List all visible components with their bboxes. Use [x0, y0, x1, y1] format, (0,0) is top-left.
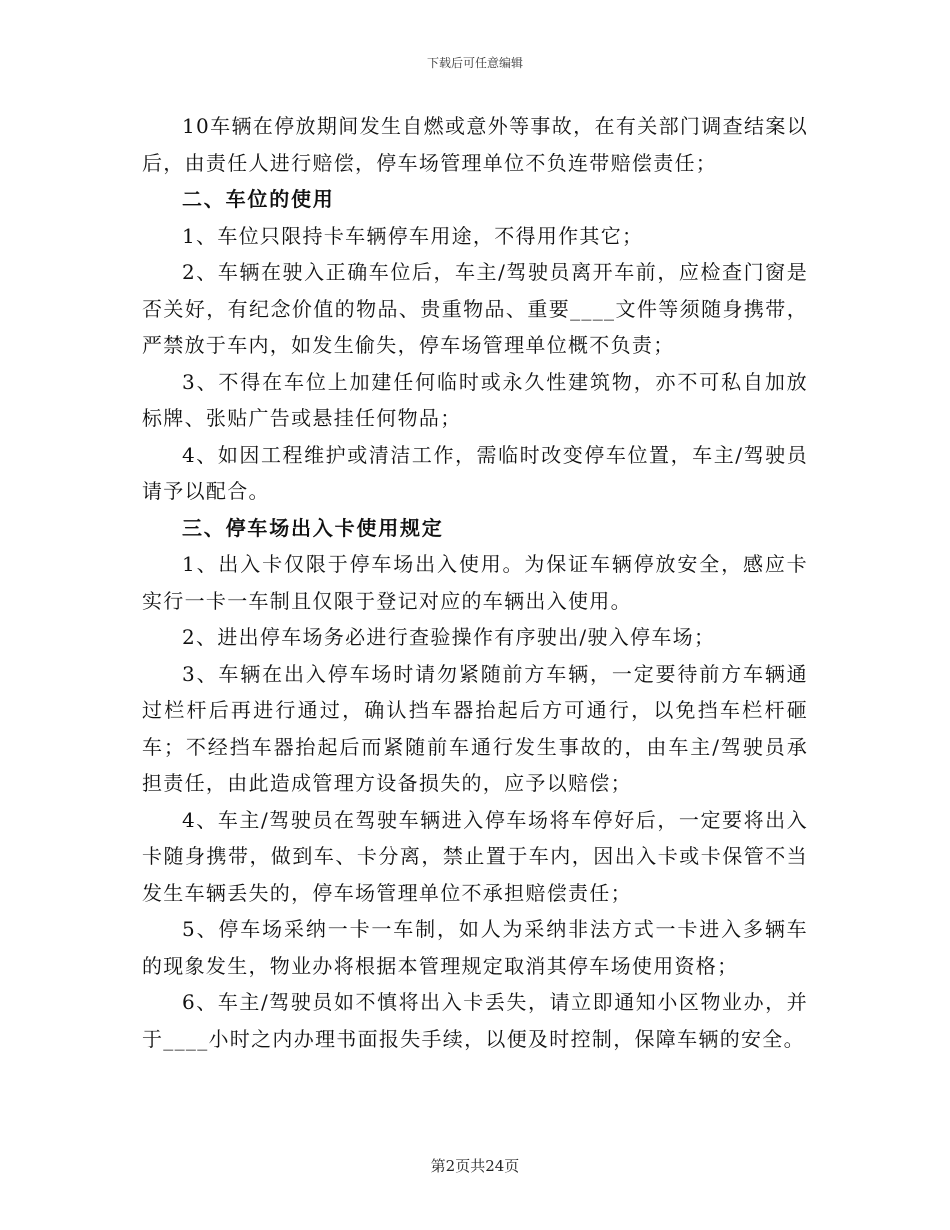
paragraph: 3、不得在车位上加建任何临时或永久性建筑物，亦不可私自加放标牌、张贴广告或悬挂任何物品；	[142, 369, 808, 430]
paragraph: 1、车位只限持卡车辆停车用途，不得用作其它；	[182, 223, 644, 248]
section-heading: 二、车位的使用	[182, 187, 335, 211]
document-body	[142, 108, 808, 1057]
paragraph: 3、车辆在出入停车场时请勿紧随前方车辆，一定要待前方车辆通过栏杆后再进行通过，确认挡车器抬起后方可通行，以免挡车栏杆砸车；不经挡车器抬起后而紧随前车通行发生事故的，由车主/驾驶员承担责任，由此造成管理方设备损失的，应予以赔偿；	[142, 661, 808, 795]
paragraph: 4、车主/驾驶员在驾驶车辆进入停车场将车停好后，一定要将出入卡随身携带，做到车、卡分离，禁止置于车内，因出入卡或卡保管不当发生车辆丢失的，停车场管理单位不承担赔偿责任；	[142, 807, 808, 905]
page-header: 下载后可任意编辑	[426, 56, 523, 70]
paragraph: 10车辆在停放期间发生自燃或意外等事故，在有关部门调查结案以后，由责任人进行赔偿，停车场管理单位不负连带赔偿责任；	[142, 114, 808, 175]
paragraph: 2、进出停车场务必进行查验操作有序驶出/驶入停车场；	[182, 625, 716, 649]
paragraph: 4、如因工程维护或清洁工作，需临时改变停车位置，车主/驾驶员请予以配合。	[142, 442, 808, 503]
paragraph: 5、停车场采纳一卡一车制，如人为采纳非法方式一卡进入多辆车的现象发生，物业办将根据本管理规定取消其停车场使用资格；	[142, 917, 808, 978]
paragraph: 6、车主/驾驶员如不慎将出入卡丢失，请立即通知小区物业办，并于____小时之内办理书面报失手续，以便及时控制，保障车辆的安全。	[142, 990, 808, 1051]
paragraph: 1、出入卡仅限于停车场出入使用。为保证车辆停放安全，感应卡实行一卡一车制且仅限于登记对应的车辆出入使用。	[142, 552, 808, 613]
paragraph: 2、车辆在驶入正确车位后，车主/驾驶员离开车前，应检查门窗是否关好，有纪念价值的物品、贵重物品、重要____文件等须随身携带，严禁放于车内，如发生偷失，停车场管理单位概不负责；	[142, 260, 808, 357]
page-footer: 第2页共24页	[430, 1157, 520, 1175]
section-heading: 三、停车场出入卡使用规定	[182, 515, 444, 540]
